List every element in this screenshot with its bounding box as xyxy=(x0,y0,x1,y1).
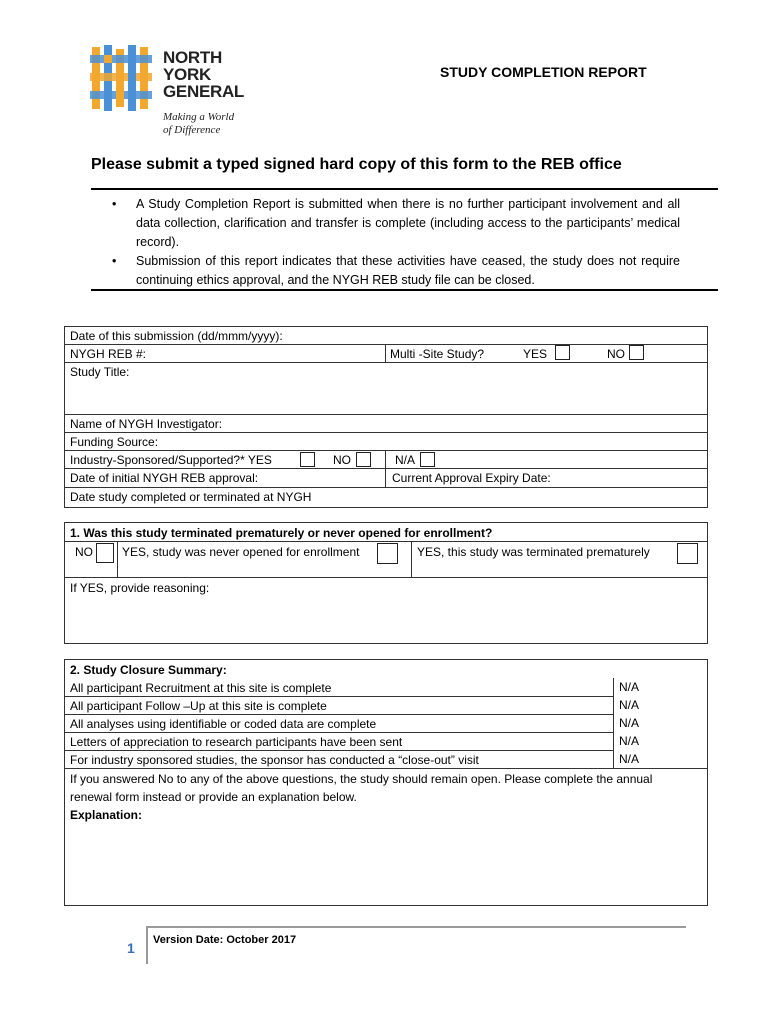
version-date: Version Date: October 2017 xyxy=(153,934,297,946)
multi-site-no-label: NO xyxy=(607,347,625,361)
closure-item: All analyses using identifiable or coded data are complete xyxy=(70,717,377,731)
termination-section xyxy=(64,522,708,644)
list-item: • A Study Completion Report is submitted when there is no further participant involvement and all data collection, clarification and transfer is complete (including access to the participants’ medical record). xyxy=(112,197,680,249)
termination-question: 1. Was this study terminated prematurely or never opened for enrollment? xyxy=(70,526,493,540)
divider xyxy=(91,188,718,190)
closure-summary-title: 2. Study Closure Summary: xyxy=(70,663,227,677)
explanation-label: Explanation: xyxy=(70,808,143,822)
submission-date-label: Date of this submission (dd/mmm/yyyy): xyxy=(70,329,283,343)
study-info-table xyxy=(64,326,708,508)
never-opened-label: YES, study was never opened for enrollment xyxy=(122,545,360,559)
closure-na-option[interactable]: N/A xyxy=(619,698,640,712)
closure-item: Letters of appreciation to research participants have been sent xyxy=(70,735,403,749)
investigator-label: Name of NYGH Investigator: xyxy=(70,417,223,431)
page-number: 1 xyxy=(127,940,135,956)
divider xyxy=(91,289,718,291)
multi-site-label: Multi -Site Study? xyxy=(390,347,485,361)
footer-divider xyxy=(146,926,686,928)
submission-instruction: Please submit a typed signed hard copy of this form to the REB office xyxy=(91,156,622,173)
industry-sponsored-label: Industry-Sponsored/Supported?* YES xyxy=(70,453,272,467)
closure-item: All participant Follow –Up at this site is complete xyxy=(70,699,327,713)
multi-site-yes-checkbox[interactable] xyxy=(555,345,570,360)
study-title-label: Study Title: xyxy=(70,365,130,379)
expiry-date-label: Current Approval Expiry Date: xyxy=(392,471,551,485)
funding-label: Funding Source: xyxy=(70,435,159,449)
closure-note-continued: renewal form instead or provide an explanation below. xyxy=(70,790,357,804)
multi-site-no-checkbox[interactable] xyxy=(629,345,644,360)
initial-approval-label: Date of initial NYGH REB approval: xyxy=(70,471,259,485)
info-bullet-list xyxy=(112,195,680,290)
closure-summary-section xyxy=(64,659,708,906)
logo-wordmark: NORTH YORK GENERAL xyxy=(163,48,245,101)
industry-no-label: NO xyxy=(333,453,351,467)
closure-item: All participant Recruitment at this site is complete xyxy=(70,681,332,695)
terminated-no-label: NO xyxy=(75,545,93,559)
completed-date-label: Date study completed or terminated at NYGH xyxy=(70,490,312,504)
multi-site-yes-label: YES xyxy=(523,347,548,361)
closure-na-option[interactable]: N/A xyxy=(619,680,640,694)
industry-na-checkbox[interactable] xyxy=(420,452,435,467)
reasoning-label: If YES, provide reasoning: xyxy=(70,581,210,595)
footer-divider xyxy=(146,926,148,964)
terminated-prematurely-checkbox[interactable] xyxy=(677,543,698,564)
report-title: STUDY COMPLETION REPORT xyxy=(440,64,647,80)
reb-number-label: NYGH REB #: xyxy=(70,347,147,361)
terminated-prematurely-label: YES, this study was terminated prematurely xyxy=(417,545,650,559)
list-item: • Submission of this report indicates that these activities have ceased, the study does not require continuing ethics approval, and the NYGH REB study file can be closed. xyxy=(112,254,680,287)
closure-na-option[interactable]: N/A xyxy=(619,734,640,748)
terminated-no-checkbox[interactable] xyxy=(96,543,114,563)
industry-yes-checkbox[interactable] xyxy=(300,452,315,467)
logo-tagline: Making a World of Difference xyxy=(163,111,235,136)
never-opened-checkbox[interactable] xyxy=(377,543,398,564)
industry-na-label: N/A xyxy=(395,453,416,467)
closure-item: For industry sponsored studies, the sponsor has conducted a “close-out” visit xyxy=(70,753,479,767)
closure-na-option[interactable]: N/A xyxy=(619,752,640,766)
closure-note: If you answered No to any of the above questions, the study should remain open. Please complete the annual xyxy=(70,772,653,786)
closure-na-option[interactable]: N/A xyxy=(619,716,640,730)
industry-no-checkbox[interactable] xyxy=(356,452,371,467)
